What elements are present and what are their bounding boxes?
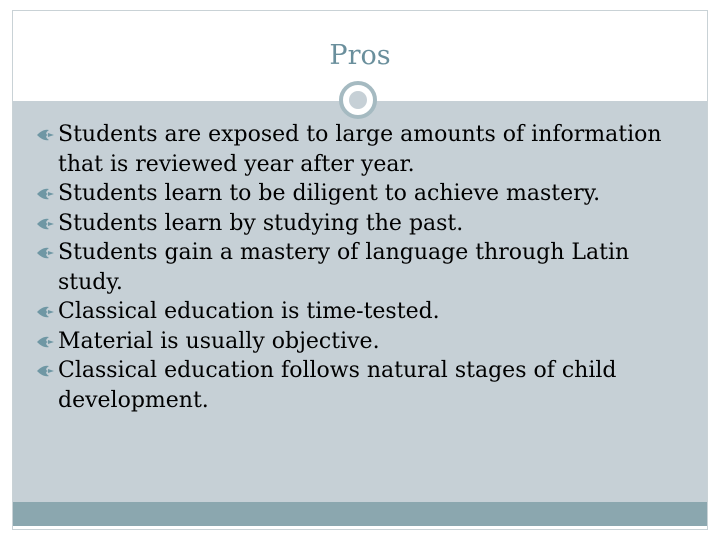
bullet-text: Students are exposed to large amounts of information that is reviewed year after year. bbox=[58, 122, 662, 177]
slide-frame bbox=[12, 10, 708, 530]
slide-title: Pros bbox=[329, 40, 391, 71]
bullet-text: Classical education follows natural stages of child development. bbox=[58, 358, 617, 413]
bullet-text: Material is usually objective. bbox=[58, 328, 380, 354]
bullet-text: Students gain a mastery of language through Latin study. bbox=[58, 240, 630, 295]
bullet-text: Students learn by studying the past. bbox=[58, 210, 464, 236]
bullet-text: Classical education is time-tested. bbox=[58, 299, 440, 324]
bullet-text: Students learn to be diligent to achieve mastery. bbox=[58, 181, 601, 206]
